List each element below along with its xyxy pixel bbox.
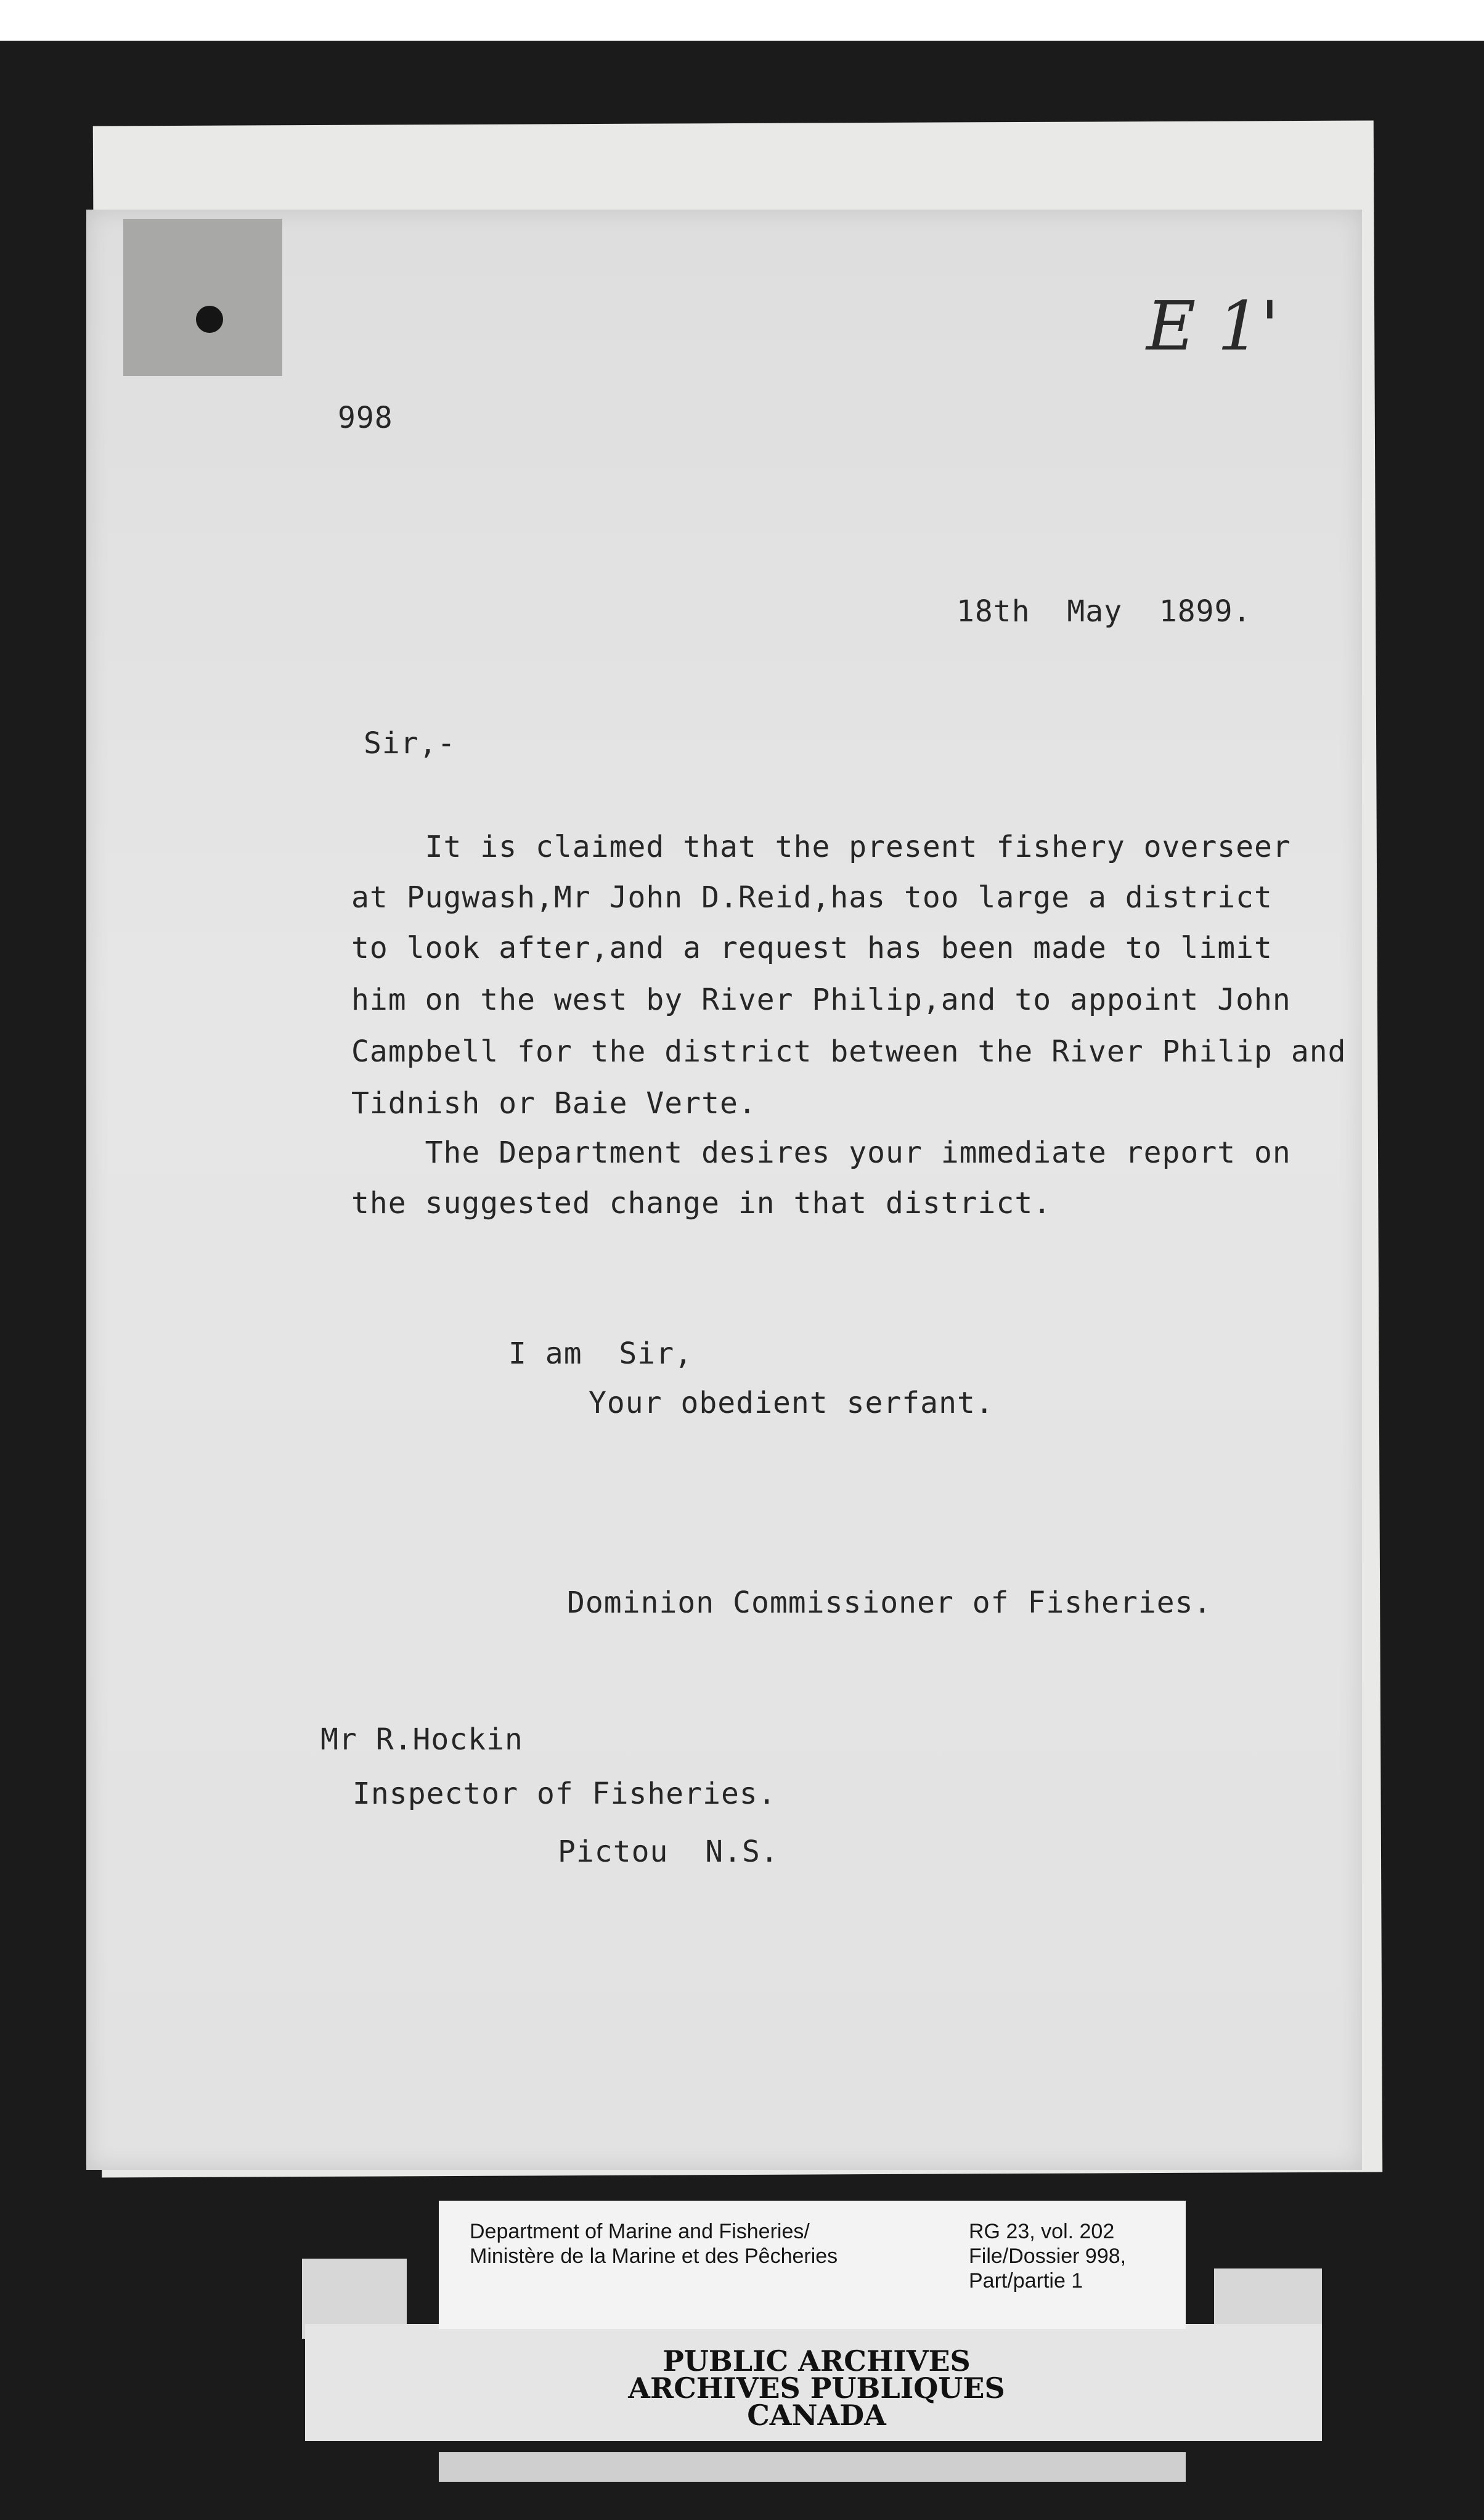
handwritten-mark: E 1' [1146, 287, 1279, 366]
punch-hole [196, 306, 223, 333]
signature-line: Dominion Commissioner of Fisheries. [567, 1585, 1212, 1620]
stamp-line: PUBLIC ARCHIVES [662, 2344, 971, 2378]
department-english: Department of Marine and Fisheries/ [470, 2220, 810, 2243]
binder-clip [123, 219, 282, 376]
stamp-line: ARCHIVES PUBLIQUES [628, 2371, 1005, 2405]
recipient-name: Mr R.Hockin [320, 1722, 523, 1757]
closing-line: Your obedient serfant. [589, 1386, 994, 1420]
archives-stamp [616, 2344, 1017, 2432]
file-dossier: File/Dossier 998, [969, 2244, 1127, 2268]
department-french: Ministère de la Marine et des Pêcheries [470, 2244, 838, 2268]
top-margin [0, 0, 1484, 41]
body-line: Tidnish or Baie Verte. [351, 1086, 757, 1121]
stamp-line: CANADA [747, 2399, 886, 2432]
body-line: at Pugwash,Mr John D.Reid,has too large a district [351, 880, 1273, 915]
recipient-place: Pictou N.S. [558, 1835, 779, 1869]
part-number: Part/partie 1 [969, 2269, 1083, 2293]
label-bottom-strip [439, 2452, 1186, 2482]
body-line: him on the west by River Philip,and to appoint John [351, 983, 1291, 1017]
body-line: The Department desires your immediate report on [351, 1135, 1291, 1170]
letter-date: 18th May 1899. [956, 594, 1252, 629]
closing-line: I am Sir, [508, 1336, 693, 1371]
salutation: Sir,- [364, 726, 456, 761]
body-line: It is claimed that the present fishery overseer [351, 830, 1291, 864]
body-line: to look after,and a request has been made to limit [351, 931, 1273, 965]
body-line: the suggested change in that district. [351, 1186, 1052, 1221]
record-group: RG 23, vol. 202 [969, 2220, 1115, 2243]
body-line: Campbell for the district between the River Philip and [351, 1034, 1347, 1069]
archive-label [439, 2201, 1186, 2329]
file-number: 998 [338, 401, 393, 435]
recipient-title: Inspector of Fisheries. [353, 1777, 777, 1811]
